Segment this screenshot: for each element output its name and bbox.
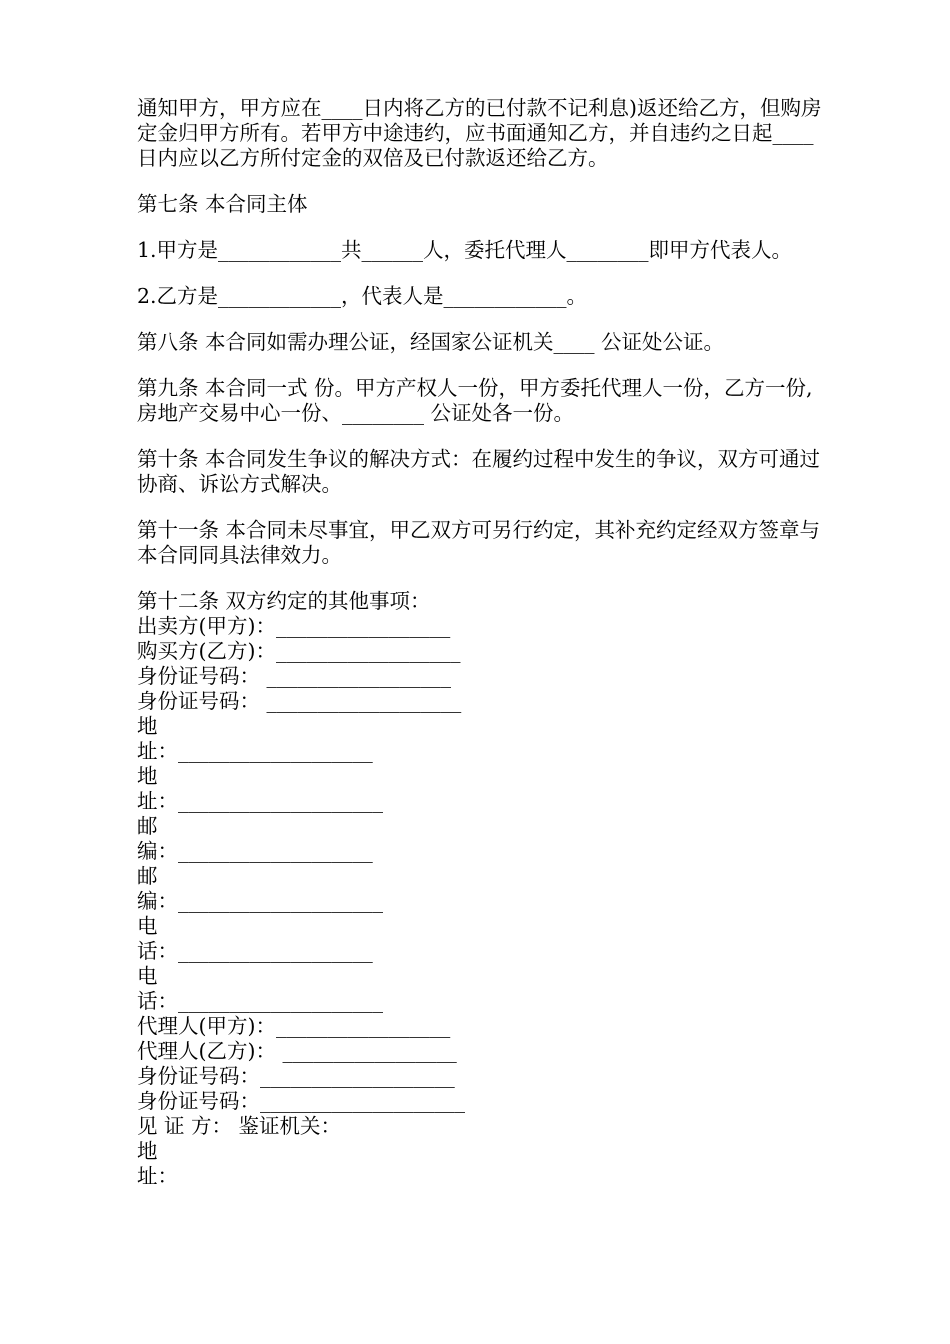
document-page [137, 96, 827, 1189]
agent-b-line: 代理人(乙方)： _________________ [137, 1039, 457, 1063]
address-label-b: 地 [137, 764, 158, 788]
article-8-notarization: 第八条 本合同如需办理公证，经国家公证机关____ 公证处公证。 [137, 330, 725, 354]
agent-a-id-line: 身份证号码：___________________ [137, 1064, 455, 1088]
phone-line-a: 话：___________________ [137, 939, 373, 963]
article-10-disputes: 第十条 本合同发生争议的解决方式：在履约过程中发生的争议，双方可通过协商、诉讼方式解决。 [137, 447, 821, 496]
witness-line: 见 证 方： 鉴证机关： [137, 1114, 342, 1138]
postcode-label-a: 邮 [137, 814, 158, 838]
postcode-line-a: 编：___________________ [137, 839, 373, 863]
agent-b-id-line: 身份证号码：____________________ [137, 1089, 465, 1113]
agent-a-line: 代理人(甲方)：_________________ [137, 1014, 451, 1038]
witness-address-line: 址： [137, 1164, 178, 1188]
buyer-line: 购买方(乙方)：__________________ [137, 639, 461, 663]
seller-id-line: 身份证号码： __________________ [137, 664, 452, 688]
article-12-heading: 第十二条 双方约定的其他事项： [137, 589, 431, 613]
party-b-clause: 2.乙方是____________，代表人是____________。 [137, 284, 588, 308]
signature-block [137, 589, 827, 1189]
witness-address-label: 地 [137, 1139, 158, 1163]
address-line-a: 址：___________________ [137, 739, 373, 763]
seller-line: 出卖方(甲方)：_________________ [137, 614, 451, 638]
phone-line-b: 话：____________________ [137, 989, 383, 1013]
paragraph-refund-terms: 通知甲方，甲方应在____日内将乙方的已付款不记利息)返还给乙方，但购房定金归甲方所有。若甲方中途违约，应书面通知乙方，并自违约之日起____日内应以乙方所付定金的双倍及已付款返还给乙方。 [137, 96, 822, 170]
phone-label-a: 电 [137, 914, 158, 938]
address-label-a: 地 [137, 714, 158, 738]
article-11-supplement: 第十一条 本合同未尽事宜，甲乙双方可另行约定，其补充约定经双方签章与本合同同具法律效力。 [137, 518, 821, 567]
buyer-id-line: 身份证号码： ___________________ [137, 689, 462, 713]
article-9-copies: 第九条 本合同一式 份。甲方产权人一份，甲方委托代理人一份，乙方一份,房地产交易中心一份、________ 公证处各一份。 [137, 376, 813, 425]
postcode-line-b: 编：____________________ [137, 889, 383, 913]
postcode-label-b: 邮 [137, 864, 158, 888]
phone-label-b: 电 [137, 964, 158, 988]
article-7-heading: 第七条 本合同主体 [137, 192, 308, 216]
party-a-clause: 1.甲方是____________共______人，委托代理人________即甲方代表人。 [137, 238, 793, 262]
address-line-b: 址：____________________ [137, 789, 383, 813]
